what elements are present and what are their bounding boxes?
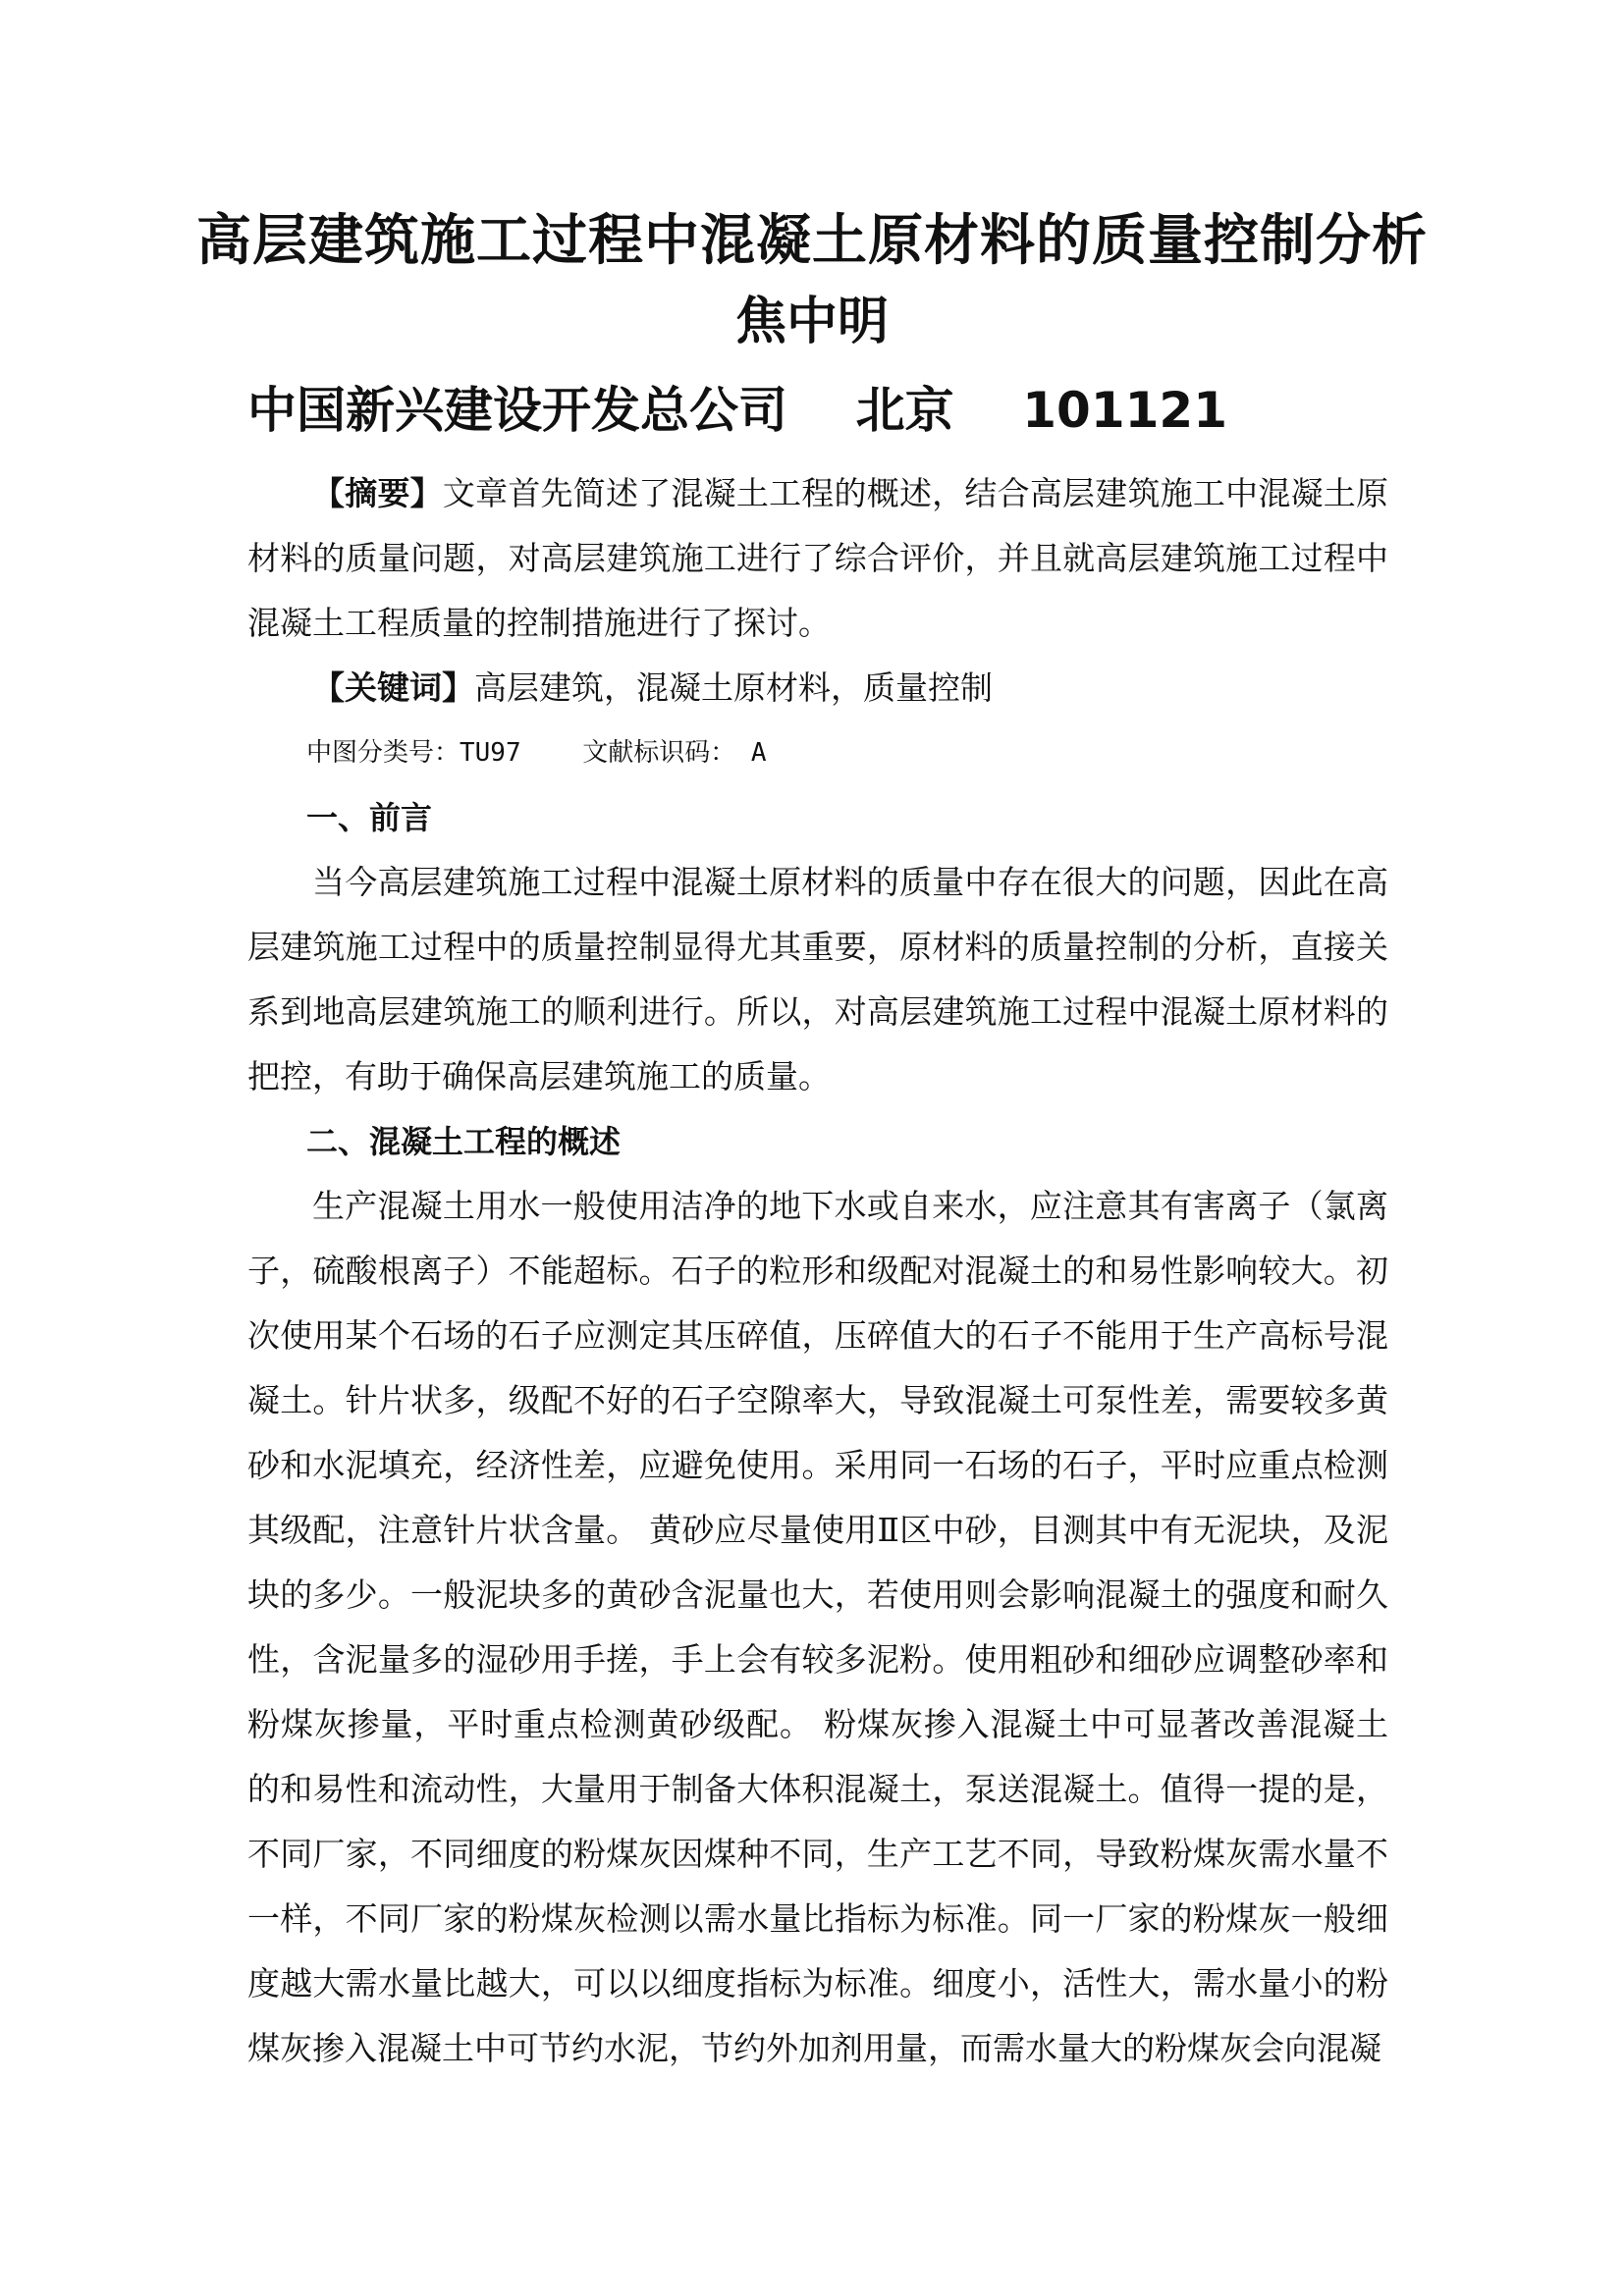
author-name: 焦中明 (734, 292, 889, 351)
keywords-paragraph (247, 656, 1388, 721)
abstract-paragraph (247, 461, 1388, 656)
section-heading-intro: 一、前言 (306, 799, 433, 836)
abstract-label: 【摘要】 (312, 474, 443, 512)
paper-title: 高层建筑施工过程中混凝土原材料的质量控制分析 (196, 208, 1428, 273)
paper-body (247, 461, 1388, 2081)
classification-line: 中图分类号：TU97 文献标识码： A (306, 738, 767, 768)
section-overview-paragraph: 生产混凝土用水一般使用洁净的地下水或自来水，应注意其有害离子（氯离子，硫酸根离子）不能超标。石子的粒形和级配对混凝土的和易性影响较大。初次使用某个石场的石子应测定其压碎值，压碎值大的石子不能用于生产高标号混凝土。针片状多，级配不好的石子空隙率大，导致混凝土可泵性差，需要较多黄砂和水泥填充，经济性差，应避免使用。采用同一石场的石子，平时应重点检测其级配，注意针片状含量。 黄砂应尽量使用Ⅱ区中砂，目测其中有无泥块，及泥块的多少。一般泥块多的黄砂含泥量也大，若使用则会影响混凝土的强度和耐久性，含泥量多的湿砂用手搓，手上会有较多泥粉。使用粗砂和细砂应调整砂率和粉煤灰掺量，平时重点检测黄砂级配。 粉煤灰掺入混凝土中可显著改善混凝土的和易性和流动性，大量用于制备大体积混凝土，泵送混凝土。值得一提的是，不同厂家，不同细度的粉煤灰因煤种不同，生产工艺不同，导致粉煤灰需水量不一样，不同厂家的粉煤灰检测以需水量比指标为标准。同一厂家的粉煤灰一般细度越大需水量比越大，可以以细度指标为标准。细度小，活性大，需水量小的粉煤灰掺入混凝土中可节约水泥，节约外加剂用量，而需水量大的粉煤灰会向混凝 (247, 1187, 1388, 2067)
section-intro-paragraph: 当今高层建筑施工过程中混凝土原材料的质量中存在很大的问题，因此在高层建筑施工过程中的质量控制显得尤其重要，原材料的质量控制的分析，直接关系到地高层建筑施工的顺利进行。所以，对高层建筑施工过程中混凝土原材料的把控，有助于确保高层建筑施工的质量。 (247, 863, 1388, 1095)
abstract-text: 文章首先简述了混凝土工程的概述，结合高层建筑施工中混凝土原材料的质量问题，对高层建筑施工进行了综合评价，并且就高层建筑施工过程中混凝土工程质量的控制措施进行了探讨。 (247, 474, 1388, 642)
section-heading-overview: 二、混凝土工程的概述 (306, 1123, 622, 1160)
keywords-label: 【关键词】 (312, 668, 474, 707)
author-affiliation: 中国新兴建设开发总公司 北京 101121 (247, 382, 1227, 439)
keywords-text: 高层建筑，混凝土原材料，质量控制 (474, 668, 993, 707)
